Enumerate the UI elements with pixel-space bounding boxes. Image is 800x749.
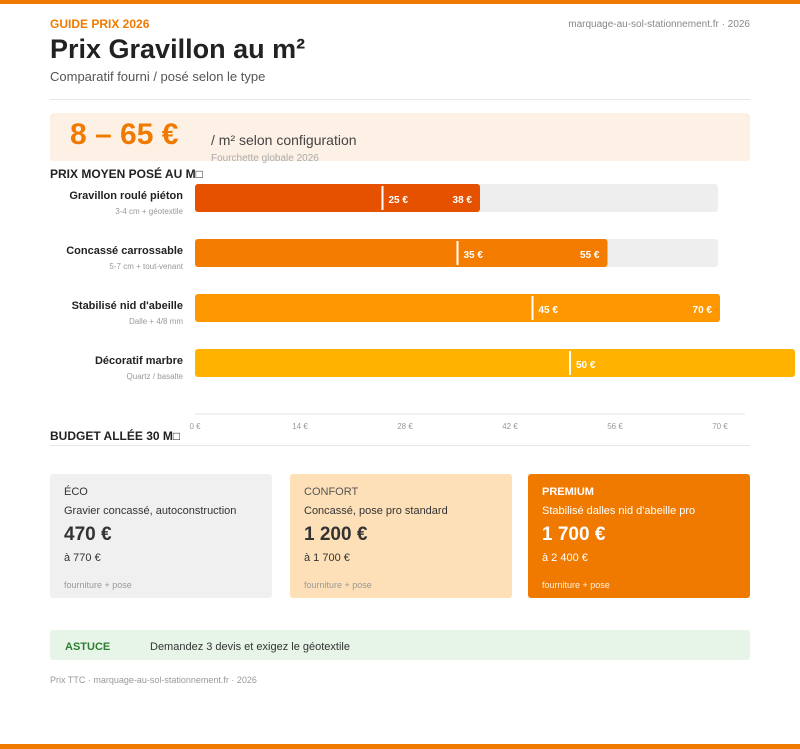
budget-card-eco [50,474,272,598]
x-tick-label: 0 € [189,422,201,431]
page-title: Prix Gravillon au m² [50,34,306,64]
budget-price-max: à 770 € [64,552,101,564]
bar-high-label: 55 € [580,250,600,261]
budget-description: Gravier concassé, autoconstruction [64,505,237,517]
bar-range-1 [195,184,480,212]
x-tick-label: 56 € [607,422,623,431]
price-range-note: Fourchette globale 2026 [211,153,319,164]
site-credit: marquage-au-sol-stationnement.fr · 2026 [568,19,750,30]
bar-low-marker [382,186,384,210]
budget-price: 470 € [64,524,112,545]
bar-high-label: 38 € [452,195,472,206]
budget-tier-label: PREMIUM [542,486,594,498]
bar-low-label: 35 € [463,250,483,261]
category-note: Quartz / basalte [126,372,183,381]
x-tick-label: 28 € [397,422,413,431]
x-tick-label: 14 € [292,422,308,431]
bar-range-3 [195,294,720,322]
section-divider [50,445,750,446]
tip-text: Demandez 3 devis et exigez le géotextile [150,641,350,653]
bar-low-marker [457,241,459,265]
category-label: Gravillon roulé piéton [69,190,183,202]
category-label: Concassé carrossable [66,245,183,257]
budget-footnote: fourniture + pose [64,580,132,590]
tip-label: ASTUCE [65,641,111,653]
bar-low-label: 45 € [538,305,558,316]
category-note: 5-7 cm + tout-venant [109,262,183,271]
bar-high-label: 70 € [692,305,712,316]
x-tick-label: 70 € [712,422,728,431]
bar-range-2 [195,239,608,267]
budget-price-max: à 2 400 € [542,552,588,564]
budget-price-max: à 1 700 € [304,552,350,564]
page-subtitle: Comparatif fourni / posé selon le type [50,69,266,84]
bottom-accent-bar [0,744,800,749]
budget-section-title: BUDGET ALLÉE 30 M□ [50,429,181,443]
tip-banner [50,630,750,660]
budget-price: 1 700 € [542,524,606,545]
budget-footnote: fourniture + pose [304,580,372,590]
category-label: Décoratif marbre [94,355,183,367]
budget-card-premium [528,474,750,598]
bar-range-4 [195,349,795,377]
budget-footnote: fourniture + pose [542,580,610,590]
price-range-unit: / m² selon configuration [211,132,357,148]
budget-description: Concassé, pose pro standard [304,505,448,517]
guide-kicker: GUIDE PRIX 2026 [50,17,150,31]
bar-low-marker [569,351,571,375]
chart-section-title: PRIX MOYEN POSÉ AU M□ [50,167,203,181]
category-note: Dalle + 4/8 mm [128,317,183,326]
footer-credit: Prix TTC · marquage-au-sol-stationnement.fr · 2026 [50,675,257,685]
top-accent-bar [0,0,800,4]
bar-low-label: 50 € [576,360,596,371]
price-bar-chart [0,180,800,436]
budget-price: 1 200 € [304,524,368,545]
budget-card-confort [290,474,512,598]
bar-low-marker [532,296,534,320]
bar-low-label: 25 € [388,195,408,206]
category-note: 3-4 cm + géotextile [115,207,183,216]
budget-description: Stabilisé dalles nid d'abeille pro [542,505,696,517]
budget-tier-label: ÉCO [64,486,88,498]
category-label: Stabilisé nid d'abeille [71,300,183,312]
price-range-value: 8 – 65 € [70,118,179,151]
budget-tier-label: CONFORT [304,486,359,498]
missing-glyph-icon: □ [172,429,181,443]
missing-glyph-icon: □ [195,167,203,181]
x-tick-label: 42 € [502,422,518,431]
header-divider [50,99,750,100]
